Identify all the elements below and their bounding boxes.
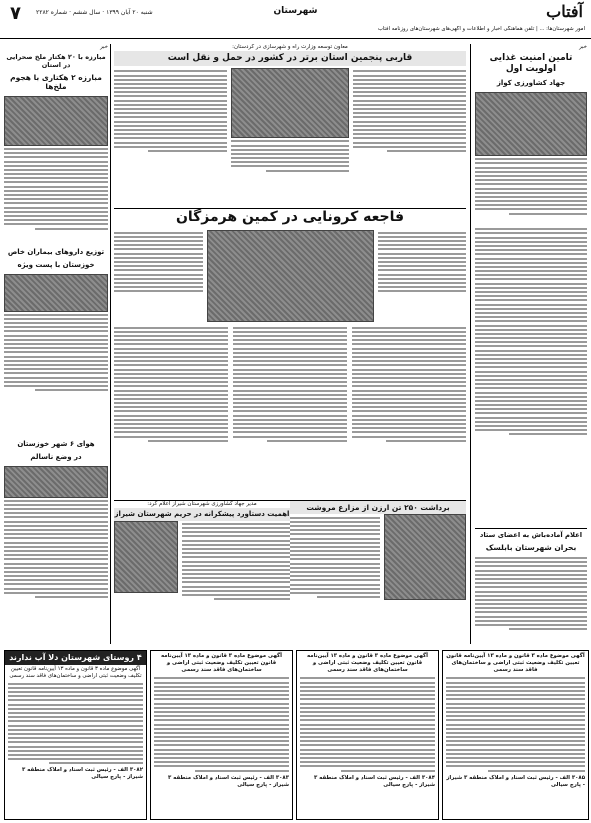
story-headline: اهمیت دستاورد پیشکرانه در حریم شهرستان شیراز bbox=[114, 508, 290, 521]
legal-ad-1 bbox=[4, 650, 147, 820]
main-headline: فاجعه کرونایی در کمین هرمزگان bbox=[175, 209, 405, 225]
story-left-mid bbox=[4, 246, 108, 436]
story-right-top bbox=[475, 44, 587, 224]
ad-title: آگهی موضوع ماده ۳ قانون و ماده ۱۳ آیین‌نامه قانون تعیین تکلیف وضعیت ثبتی اراضی و ساختمان‌های فاقد سند رسمی bbox=[306, 653, 429, 673]
story-body bbox=[4, 500, 108, 598]
story-headline: اعلام آماده‌باش به اعضای ستاد bbox=[479, 531, 583, 539]
page-number: ۷ bbox=[10, 3, 21, 24]
story-tag: خبر bbox=[100, 44, 108, 50]
story-headline: قاربی پنجمین استان برتر در کشور در حمل و نقل است bbox=[114, 51, 466, 66]
story-right-mid bbox=[475, 528, 587, 645]
story-headline: توزیع دارو‌های بیماران خاص bbox=[7, 248, 105, 256]
masthead bbox=[0, 0, 591, 39]
story-photo bbox=[4, 466, 108, 498]
story-photo bbox=[4, 96, 108, 146]
story-bottom-center bbox=[114, 500, 290, 645]
ad-banner: ۴ روستای شهرستان دلا آب ندارند bbox=[5, 651, 146, 665]
story-body-5 bbox=[114, 325, 228, 444]
column-rule bbox=[110, 44, 111, 644]
story-headline: تامین امنیت غذایی اولویت اول bbox=[489, 52, 573, 74]
story-body-4 bbox=[233, 325, 347, 444]
story-headline: هوای ۶ شهر خوزستان bbox=[17, 440, 95, 448]
story-photo bbox=[475, 92, 587, 156]
legal-ad-2 bbox=[150, 650, 293, 820]
ad-title: آگهی موضوع ماده ۳ قانون و ماده ۱۳ آیین‌نامه قانون تعیین تکلیف وضعیت ثبتی اراضی و ساختمان‌های فاقد سند رسمی bbox=[446, 653, 585, 673]
story-kicker: مدیر جهاد کشاورزی شهرستان شیراز اعلام کرد: bbox=[147, 501, 257, 507]
story-photo bbox=[384, 514, 466, 600]
story-tag: خبر bbox=[579, 44, 587, 50]
ad-signature: ۳۰۸۴ الف - رئیس ثبت اسناد و املاک منطقه ۳ شیراز - پارچ سیالی bbox=[314, 774, 435, 788]
main-photo bbox=[207, 230, 374, 322]
story-body bbox=[4, 314, 108, 391]
story-headline-2: مبارزه ۲ هکتاری با هجوم ملخ‌ها bbox=[10, 73, 102, 92]
story-body-3 bbox=[114, 68, 227, 174]
story-body-3 bbox=[352, 325, 466, 444]
story-body bbox=[353, 68, 466, 174]
story-body bbox=[475, 228, 587, 435]
story-headline: برداشت ۲۵۰ تن ارزن از مزارع مروشت bbox=[290, 501, 466, 514]
story-body bbox=[4, 148, 108, 230]
ad-body bbox=[443, 677, 588, 771]
ad-body bbox=[297, 677, 438, 771]
story-body-2 bbox=[114, 230, 203, 322]
story-right-body bbox=[475, 226, 587, 526]
ad-body bbox=[151, 677, 292, 771]
ad-body bbox=[5, 683, 146, 765]
story-body bbox=[378, 230, 467, 322]
story-body-2 bbox=[231, 140, 349, 171]
ad-title: آگهی موضوع ماده ۳ قانون و ماده ۱۳ آیین‌نامه قانون تعیین تکلیف وضعیت ثبتی اراضی و ساختمان‌های فاقد سند رسمی bbox=[160, 653, 283, 673]
ad-title: آگهی موضوع ماده ۳ قانون و ماده ۱۳ آیین‌نامه قانون تعیین تکلیف وضعیت ثبتی اراضی و ساختمان‌های فاقد سند رسمی bbox=[9, 666, 142, 679]
ad-signature: ۳۰۸۳ الف - رئیس ثبت اسناد و املاک منطقه ۳ شیراز - پارچ سیالی bbox=[168, 774, 289, 788]
story-body bbox=[182, 521, 290, 603]
ad-signature: ۳۰۸۵ الف - رئیس ثبت اسناد و املاک منطقه ۳ شیراز - پارچ سیالی bbox=[446, 774, 585, 788]
legal-ad-4 bbox=[442, 650, 589, 820]
story-headline-2: در وضع ناسالم bbox=[30, 452, 82, 461]
section-title: شهرستان bbox=[273, 6, 318, 16]
newspaper-logo: آفتاب bbox=[546, 2, 583, 21]
story-photo bbox=[4, 274, 108, 312]
story-main bbox=[114, 208, 466, 499]
story-body bbox=[290, 514, 380, 600]
column-rule bbox=[470, 44, 471, 644]
legal-ad-3 bbox=[296, 650, 439, 820]
story-headline-2: جهاد کشاورزی کواز bbox=[496, 79, 566, 88]
dateline: شنبه ۲۰ آبان ۱۳۹۹ · سال ششم · شماره ۲۲۸۲ bbox=[36, 9, 153, 16]
ad-signature: ۳۰۸۲ الف - رئیس ثبت اسناد و املاک منطقه ۳ شیراز - پارچ سیالی bbox=[22, 767, 143, 781]
story-body bbox=[475, 158, 587, 214]
story-kicker: معاون توسعه وزارت راه و شهرسازی در کردستان: bbox=[232, 44, 348, 50]
story-body bbox=[475, 557, 587, 630]
credits-line: امور شهرستان‌ها: ... | تلفن هماهنگی اخبار و اطلاعات و آگهی‌های شهرستان‌های روزنامه آفتاب bbox=[377, 26, 585, 32]
story-headline: مبارزه با ۲۰ هکتار ملخ صحرایی در استان bbox=[6, 52, 106, 69]
story-bottom-mid bbox=[290, 500, 466, 645]
story-headline-2: بحران شهرستان بابلسک bbox=[485, 543, 577, 553]
story-headline-2: خوزستان با پست ویژه bbox=[17, 260, 95, 269]
story-left-low bbox=[4, 438, 108, 638]
story-photo bbox=[114, 521, 178, 593]
story-left-top bbox=[4, 44, 108, 244]
story-center-top bbox=[114, 44, 466, 204]
story-photo bbox=[231, 68, 349, 138]
